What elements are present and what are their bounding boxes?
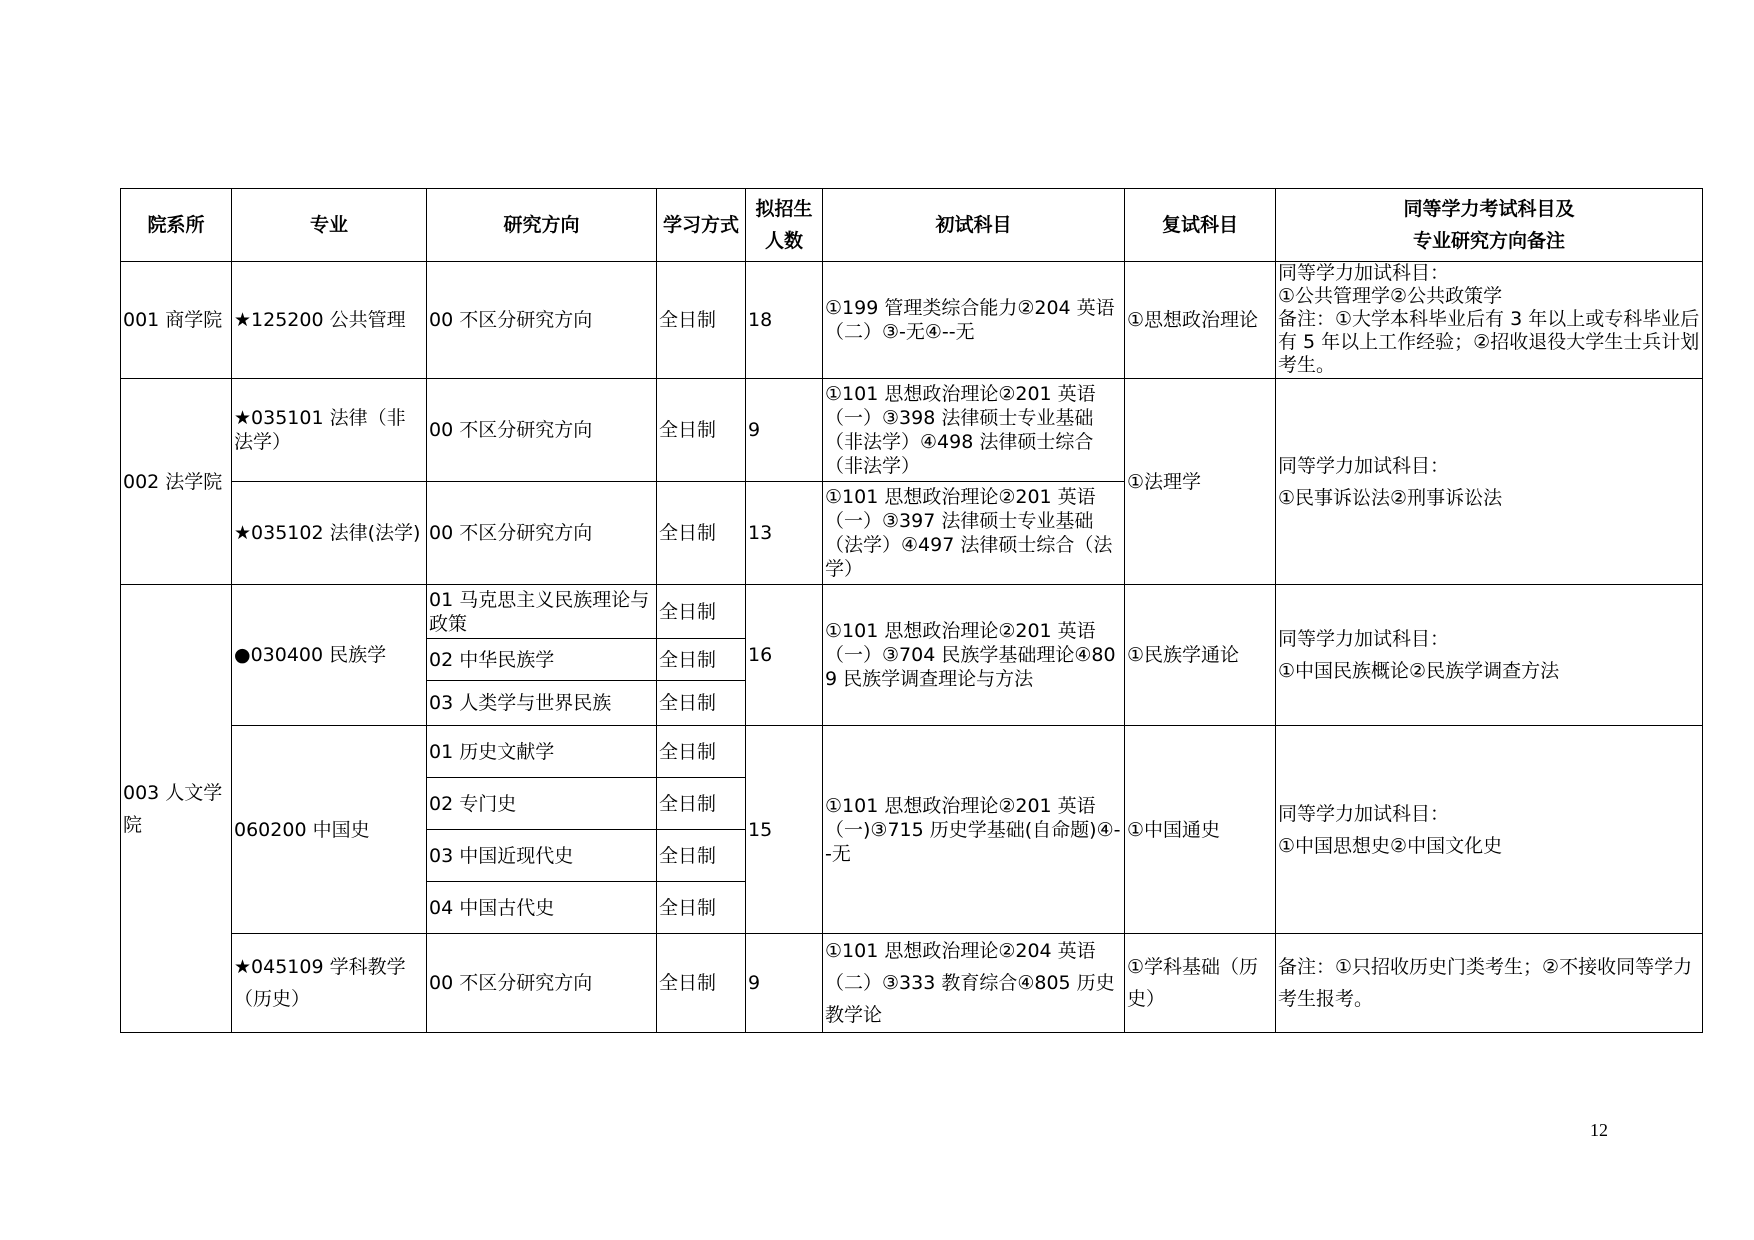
mode-cell: 全日制 (657, 830, 746, 882)
page-number: 12 (1590, 1120, 1608, 1140)
note-line: ①中国民族概论②民族学调查方法 (1278, 660, 1560, 682)
header-row (121, 189, 1703, 262)
major-cell: ★035101 法律（非法学） (232, 379, 427, 482)
retest-cell: ①民族学通论 (1125, 585, 1276, 726)
note-line: ①公共管理学②公共政策学 (1278, 285, 1503, 307)
note-line: ①民事诉讼法②刑事诉讼法 (1278, 486, 1503, 509)
table-row (121, 934, 1703, 1033)
mode-cell: 全日制 (657, 585, 746, 639)
dept-cell: 002 法学院 (121, 379, 232, 585)
prelim-cell: ①101 思想政治理论②201 英语（一）③398 法律硕士专业基础（非法学）④498 法律硕士综合（非法学） (823, 379, 1125, 482)
quota-cell: 15 (746, 726, 823, 934)
direction-cell: 00 不区分研究方向 (427, 934, 657, 1033)
header-direction: 研究方向 (427, 189, 657, 262)
table-row (121, 726, 1703, 778)
major-cell: 060200 中国史 (232, 726, 427, 934)
header-quota-line1: 拟招生 (755, 198, 813, 220)
direction-cell: 03 人类学与世界民族 (427, 681, 657, 726)
quota-cell: 9 (746, 379, 823, 482)
direction-cell: 04 中国古代史 (427, 882, 657, 934)
prelim-cell: ①101 思想政治理论②201 英语（一）③397 法律硕士专业基础（法学）④497 法律硕士综合（法学） (823, 482, 1125, 585)
admissions-table (120, 188, 1703, 1033)
quota-cell: 9 (746, 934, 823, 1033)
direction-cell: 00 不区分研究方向 (427, 262, 657, 379)
mode-cell: 全日制 (657, 726, 746, 778)
header-notes-line2: 专业研究方向备注 (1412, 230, 1565, 252)
direction-cell: 02 中华民族学 (427, 639, 657, 681)
header-major: 专业 (232, 189, 427, 262)
mode-cell: 全日制 (657, 262, 746, 379)
header-notes (1276, 189, 1703, 262)
note-line: 同等学力加试科目： (1278, 802, 1450, 825)
retest-cell: ①学科基础（历史） (1125, 934, 1276, 1033)
header-dept: 院系所 (121, 189, 232, 262)
header-notes-line1: 同等学力考试科目及 (1403, 198, 1575, 220)
dept-cell: 003 人文学院 (121, 585, 232, 1033)
prelim-cell: ①101 思想政治理论②204 英语（二）③333 教育综合④805 历史教学论 (823, 934, 1125, 1033)
major-cell: ★125200 公共管理 (232, 262, 427, 379)
retest-cell: ①法理学 (1125, 379, 1276, 585)
note-line: 同等学力加试科目： (1278, 628, 1450, 650)
mode-cell: 全日制 (657, 681, 746, 726)
major-cell: ★045109 学科教学（历史） (232, 934, 427, 1033)
notes-cell (1276, 585, 1703, 726)
note-line: 同等学力加试科目： (1278, 454, 1450, 477)
table-row (121, 262, 1703, 379)
direction-cell: 02 专门史 (427, 778, 657, 830)
retest-cell: ①中国通史 (1125, 726, 1276, 934)
direction-cell: 00 不区分研究方向 (427, 379, 657, 482)
header-prelim: 初试科目 (823, 189, 1125, 262)
mode-cell: 全日制 (657, 639, 746, 681)
direction-cell: 00 不区分研究方向 (427, 482, 657, 585)
direction-cell: 01 马克思主义民族理论与政策 (427, 585, 657, 639)
major-cell: ●030400 民族学 (232, 585, 427, 726)
header-retest: 复试科目 (1125, 189, 1276, 262)
mode-cell: 全日制 (657, 934, 746, 1033)
prelim-cell: ①101 思想政治理论②201 英语（一）③704 民族学基础理论④809 民族学调查理论与方法 (823, 585, 1125, 726)
header-quota (746, 189, 823, 262)
mode-cell: 全日制 (657, 778, 746, 830)
table-row (121, 379, 1703, 482)
table-row (121, 585, 1703, 639)
mode-cell: 全日制 (657, 482, 746, 585)
mode-cell: 全日制 (657, 882, 746, 934)
note-line: 同等学力加试科目： (1278, 262, 1450, 284)
notes-cell (1276, 262, 1703, 379)
dept-cell: 001 商学院 (121, 262, 232, 379)
retest-cell: ①思想政治理论 (1125, 262, 1276, 379)
notes-cell (1276, 379, 1703, 585)
prelim-cell: ①199 管理类综合能力②204 英语（二）③-无④--无 (823, 262, 1125, 379)
header-quota-line2: 人数 (764, 230, 803, 252)
notes-cell: 备注：①只招收历史门类考生；②不接收同等学力考生报考。 (1276, 934, 1703, 1033)
prelim-cell: ①101 思想政治理论②201 英语（一)③715 历史学基础(自命题)④--无 (823, 726, 1125, 934)
mode-cell: 全日制 (657, 379, 746, 482)
direction-cell: 01 历史文献学 (427, 726, 657, 778)
note-line: 备注：①大学本科毕业后有 3 年以上或专科毕业后有 5 年以上工作经验；②招收退役大学生士兵计划考生。 (1278, 308, 1700, 376)
quota-cell: 18 (746, 262, 823, 379)
quota-cell: 13 (746, 482, 823, 585)
direction-cell: 03 中国近现代史 (427, 830, 657, 882)
notes-cell (1276, 726, 1703, 934)
major-cell: ★035102 法律(法学) (232, 482, 427, 585)
quota-cell: 16 (746, 585, 823, 726)
header-mode: 学习方式 (657, 189, 746, 262)
note-line: ①中国思想史②中国文化史 (1278, 834, 1503, 857)
